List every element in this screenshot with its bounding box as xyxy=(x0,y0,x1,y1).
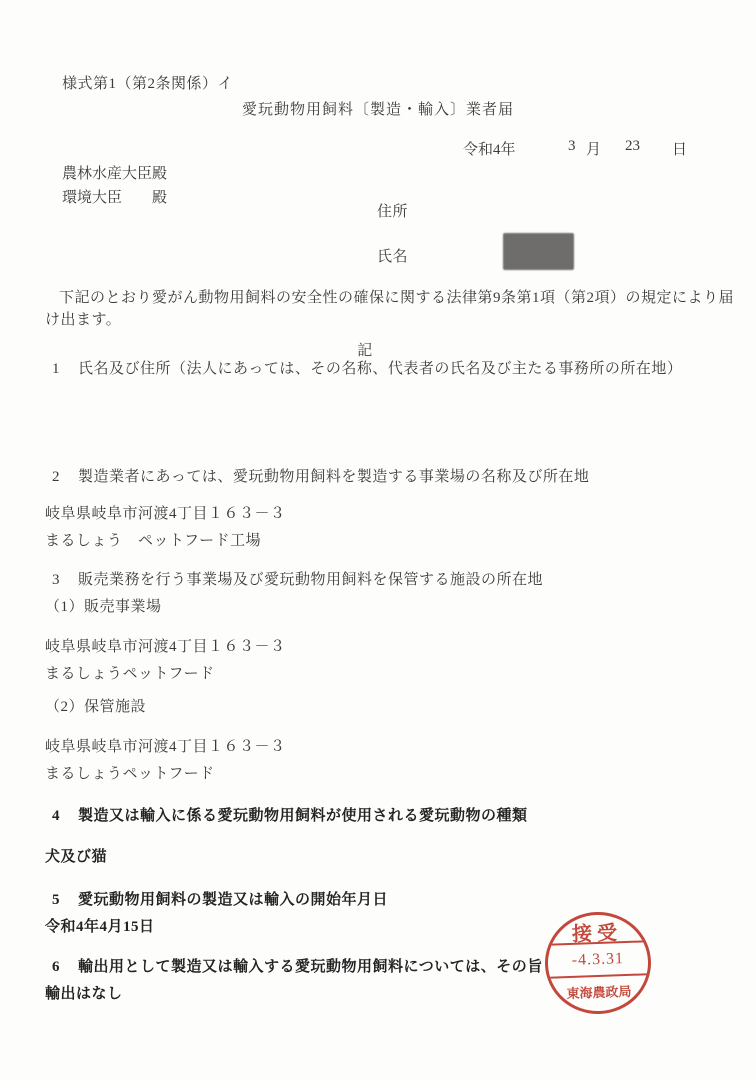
item-text: 愛玩動物用飼料の製造又は輸入の開始年月日 xyxy=(78,892,389,908)
addressee-row xyxy=(62,186,167,210)
item-number: 4 xyxy=(52,808,60,824)
form-item-content: 岐阜県岐阜市河渡4丁目１６３－３ xyxy=(45,739,286,755)
item-number: 1 xyxy=(52,361,60,377)
item-number: 5 xyxy=(52,892,60,908)
stamp-date: -4.3.31 xyxy=(547,942,648,978)
document-title: 愛玩動物用飼料〔製造・輸入〕業者届 xyxy=(241,102,514,118)
item-text: 輸出用として製造又は輸入する愛玩動物用飼料については、その旨 xyxy=(78,959,543,975)
stamp-receipt-label: 接受 xyxy=(546,913,647,945)
sections xyxy=(0,356,756,1008)
address-label: 住所 xyxy=(377,204,409,220)
form-item-content: まるしょうペットフード xyxy=(45,766,215,782)
intro-line-2: け出ます。 xyxy=(45,312,122,328)
date-day: 23 xyxy=(625,138,640,154)
item-text: 製造業者にあっては、愛玩動物用飼料を製造する事業場の名称及び所在地 xyxy=(78,469,590,485)
form-item-heading xyxy=(0,567,756,594)
item-text: 氏名及び住所（法人にあっては、その名称、代表者の氏名及び主たる事務所の所在地） xyxy=(78,361,683,377)
date-month-unit: 月 xyxy=(586,142,602,158)
addressee-name: 環境大臣 xyxy=(62,190,123,206)
addressee-name: 農林水産大臣 xyxy=(62,166,153,182)
form-item-content: 岐阜県岐阜市河渡4丁目１６３－３ xyxy=(45,639,286,655)
form-item-heading xyxy=(0,356,756,383)
form-item-heading xyxy=(0,464,756,491)
form-item-content: 岐阜県岐阜市河渡4丁目１６３－３ xyxy=(45,506,286,522)
name-label: 氏名 xyxy=(377,249,409,265)
form-number: 様式第1（第2条関係）イ xyxy=(62,76,234,92)
intro-line-1: 下記のとおり愛がん動物用飼料の安全性の確保に関する法律第9条第1項（第2項）の規定により届 xyxy=(59,290,735,306)
intro-paragraph xyxy=(45,287,740,331)
form-item-heading xyxy=(0,803,756,830)
item-number: 3 xyxy=(52,572,60,588)
form-item-content: 令和4年4月15日 xyxy=(45,919,155,935)
form-item-content: まるしょう ペットフード工場 xyxy=(45,533,262,549)
date-month: 3 xyxy=(568,138,576,154)
form-item-content: 犬及び猫 xyxy=(45,849,108,865)
date-day-unit: 日 xyxy=(672,142,688,158)
form-item-content: まるしょうペットフード xyxy=(45,666,215,682)
form-item-heading xyxy=(0,887,756,914)
date-era-year: 令和4年 xyxy=(463,142,516,158)
addressee-row xyxy=(62,162,167,186)
addressee-honorific: 殿 xyxy=(152,166,168,182)
form-item-content: （2）保管施設 xyxy=(45,699,147,715)
addressee-honorific: 殿 xyxy=(152,190,168,206)
item-number: 2 xyxy=(52,469,60,485)
form-item-content: （1）販売事業場 xyxy=(45,599,162,615)
redacted-name-box xyxy=(503,233,574,270)
stamp-office-name: 東海農政局 xyxy=(566,983,632,1002)
submission-date xyxy=(0,138,756,158)
item-number: 6 xyxy=(52,959,60,975)
record-marker: 記 xyxy=(357,343,373,359)
form-item-content: 輸出はなし xyxy=(45,986,123,1002)
item-text: 販売業務を行う事業場及び愛玩動物用飼料を保管する施設の所在地 xyxy=(78,572,544,588)
addressee-list xyxy=(62,162,167,210)
item-text: 製造又は輸入に係る愛玩動物用飼料が使用される愛玩動物の種類 xyxy=(78,808,528,824)
